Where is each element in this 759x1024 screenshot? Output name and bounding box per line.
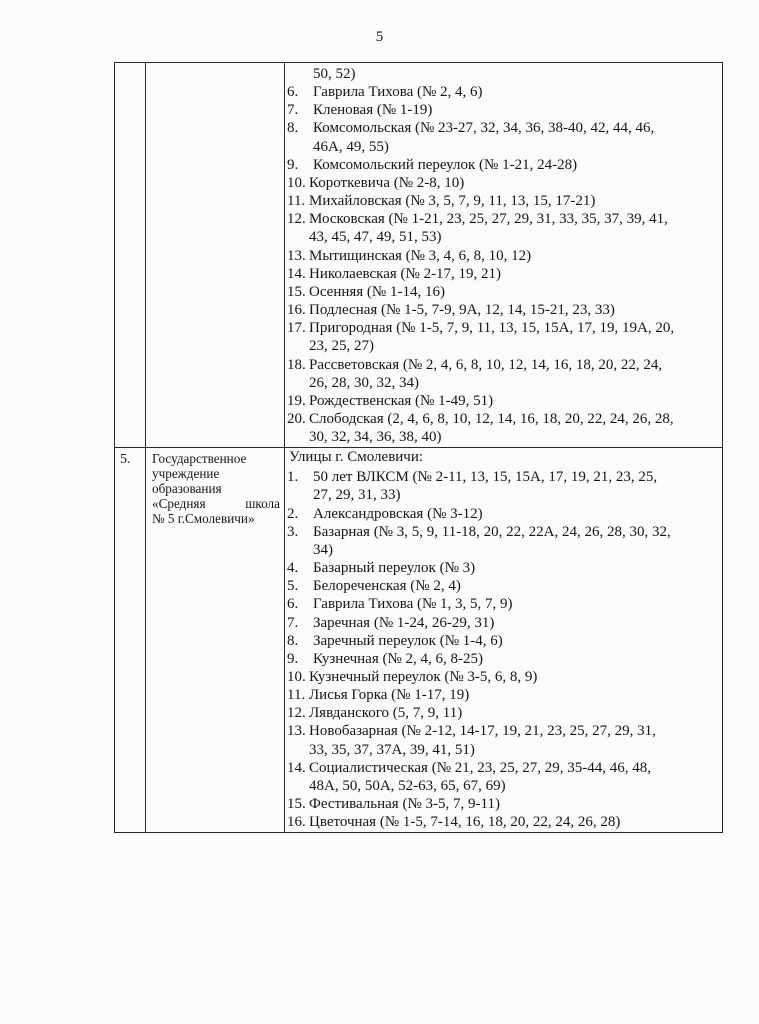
street-number: 4. — [287, 560, 299, 577]
street-number: 8. — [287, 632, 299, 649]
street-text: Комсомольский переулок (№ 1-21, 24-28) — [313, 156, 578, 173]
street-item — [287, 722, 718, 758]
street-number: 16. — [287, 814, 306, 831]
street-text: Базарный переулок (№ 3) — [313, 560, 476, 577]
street-item — [287, 668, 718, 686]
street-number: 12. — [287, 211, 306, 228]
street-text: Подлесная (№ 1-5, 7-9, 9А, 12, 14, 15-21, 23, 33) — [309, 302, 615, 319]
street-text: Мытищинская (№ 3, 4, 6, 8, 10, 12) — [309, 247, 532, 264]
streets-heading: Улицы г. Смолевичи: — [289, 449, 424, 466]
institution-line: № 5 г.Смолевичи» — [152, 511, 255, 527]
street-number: 6. — [287, 596, 299, 613]
street-item — [287, 523, 718, 559]
street-text: Новобазарная (№ 2-12, 14-17, 19, 21, 23, 25, 27, 29, 31, 33, 35, 37, 37А, 39, 41, 51) — [309, 723, 656, 758]
street-item — [287, 392, 718, 410]
street-item — [287, 174, 718, 192]
street-text: Осенняя (№ 1-14, 16) — [309, 283, 445, 300]
street-text: Кузнечная (№ 2, 4, 6, 8-25) — [313, 650, 484, 667]
street-text: Заречный переулок (№ 1-4, 6) — [313, 632, 503, 649]
street-item — [287, 319, 718, 355]
street-item — [287, 410, 718, 446]
street-number: 18. — [287, 356, 306, 373]
street-continuation: 50, 52) — [313, 66, 356, 82]
institution-name — [146, 448, 285, 833]
street-item — [287, 210, 718, 246]
street-text: Гаврила Тихова (№ 2, 4, 6) — [313, 84, 483, 101]
street-text: Базарная (№ 3, 5, 9, 11-18, 20, 22, 22А, 24, 26, 28, 30, 32, 34) — [313, 523, 671, 558]
street-text: Лисья Горка (№ 1-17, 19) — [309, 687, 470, 704]
street-item — [287, 686, 718, 704]
street-item — [287, 101, 718, 119]
street-text: Лявданского (5, 7, 9, 11) — [309, 705, 463, 722]
street-item — [287, 704, 718, 722]
street-number: 2. — [287, 505, 299, 522]
institution-line: образования — [152, 481, 222, 497]
street-number: 11. — [287, 687, 306, 704]
street-list — [285, 466, 722, 832]
street-number: 10. — [287, 669, 306, 685]
street-number: 19. — [287, 392, 306, 409]
street-number: 5. — [287, 578, 299, 595]
street-number: 6. — [287, 84, 299, 101]
street-item — [287, 614, 718, 632]
street-text: Слободская (2, 4, 6, 8, 10, 12, 14, 16, 18, 20, 22, 24, 26, 28, 30, 32, 34, 36, 38, 40) — [309, 410, 674, 446]
street-text: Московская (№ 1-21, 23, 25, 27, 29, 31, 33, 35, 37, 39, 41, 43, 45, 47, 49, 51, 53) — [309, 211, 668, 246]
street-item — [287, 813, 718, 831]
street-item — [287, 265, 718, 283]
table-row-previous — [115, 63, 723, 448]
street-number: 13. — [287, 247, 306, 264]
street-number: 17. — [287, 320, 306, 337]
street-item — [287, 119, 718, 155]
street-number: 8. — [287, 120, 299, 137]
institution-line: учреждение — [152, 466, 220, 482]
street-item — [287, 356, 718, 392]
street-item — [287, 192, 718, 210]
street-text: Пригородная (№ 1-5, 7, 9, 11, 13, 15, 15А, 17, 19, 19А, 20, 23, 25, 27) — [309, 320, 675, 355]
street-number: 15. — [287, 283, 306, 300]
address-table — [114, 62, 723, 833]
street-text: Белореченская (№ 2, 4) — [313, 578, 461, 595]
street-text: Короткевича (№ 2-8, 10) — [309, 174, 465, 191]
street-text: 50 лет ВЛКСМ (№ 2-11, 13, 15, 15А, 17, 19, 21, 23, 25, 27, 29, 31, 33) — [313, 469, 658, 504]
street-item — [287, 559, 718, 577]
street-item — [287, 156, 718, 174]
street-item — [287, 595, 718, 613]
street-number: 10. — [287, 174, 306, 191]
street-number: 12. — [287, 705, 306, 722]
street-text: Фестивальная (№ 3-5, 7, 9-11) — [309, 796, 500, 813]
street-number: 9. — [287, 156, 299, 173]
street-number: 14. — [287, 265, 306, 282]
institution-cell — [146, 63, 285, 448]
institution-line: Государственное — [152, 451, 247, 467]
page-number: 5 — [375, 29, 384, 45]
street-text: Заречная (№ 1-24, 26-29, 31) — [313, 614, 495, 631]
street-number: 15. — [287, 796, 306, 813]
street-text: Рождественская (№ 1-49, 51) — [309, 392, 494, 409]
street-text: Николаевская (№ 2-17, 19, 21) — [309, 265, 502, 282]
street-number: 7. — [287, 102, 299, 119]
street-text: Социалистическая (№ 21, 23, 25, 27, 29, 35-44, 46, 48, 48А, 50, 50А, 52-63, 65, 67, 69) — [309, 759, 652, 794]
street-text: Кленовая (№ 1-19) — [313, 102, 433, 119]
street-text: Александровская (№ 3-12) — [313, 505, 483, 522]
street-item — [287, 577, 718, 595]
street-number: 9. — [287, 650, 299, 667]
table-row-5 — [115, 448, 723, 833]
streets-cell — [285, 448, 723, 833]
street-text: Кузнечный переулок (№ 3-5, 6, 8, 9) — [309, 669, 538, 685]
street-text: Цветочная (№ 1-5, 7-14, 16, 18, 20, 22, 24, 26, 28) — [309, 814, 621, 831]
street-number: 14. — [287, 759, 306, 776]
street-text: Комсомольская (№ 23-27, 32, 34, 36, 38-40, 42, 44, 46, 46А, 49, 55) — [313, 120, 655, 155]
row-number: 5. — [115, 448, 146, 833]
row-number-cell — [115, 63, 146, 448]
institution-line: «Средняя школа — [152, 496, 280, 512]
street-text: Рассветовская (№ 2, 4, 6, 8, 10, 12, 14, 16, 18, 20, 22, 24, 26, 28, 30, 32, 34) — [309, 356, 663, 391]
street-item — [287, 632, 718, 650]
street-item — [287, 283, 718, 301]
street-list — [285, 63, 722, 447]
street-item — [287, 650, 718, 668]
street-number: 13. — [287, 723, 306, 740]
street-item — [287, 247, 718, 265]
streets-cell — [285, 63, 723, 448]
street-item — [287, 301, 718, 319]
street-item — [287, 83, 718, 101]
street-number: 7. — [287, 614, 299, 631]
street-item — [287, 468, 718, 504]
street-item — [287, 505, 718, 523]
street-number: 20. — [287, 410, 306, 427]
street-number: 16. — [287, 302, 306, 319]
street-item — [287, 759, 718, 795]
street-item — [287, 795, 718, 813]
street-text: Гаврила Тихова (№ 1, 3, 5, 7, 9) — [313, 596, 513, 613]
street-text: Михайловская (№ 3, 5, 7, 9, 11, 13, 15, 17-21) — [309, 193, 596, 210]
street-number: 11. — [287, 193, 306, 210]
street-number: 1. — [287, 469, 299, 486]
street-number: 3. — [287, 523, 299, 540]
